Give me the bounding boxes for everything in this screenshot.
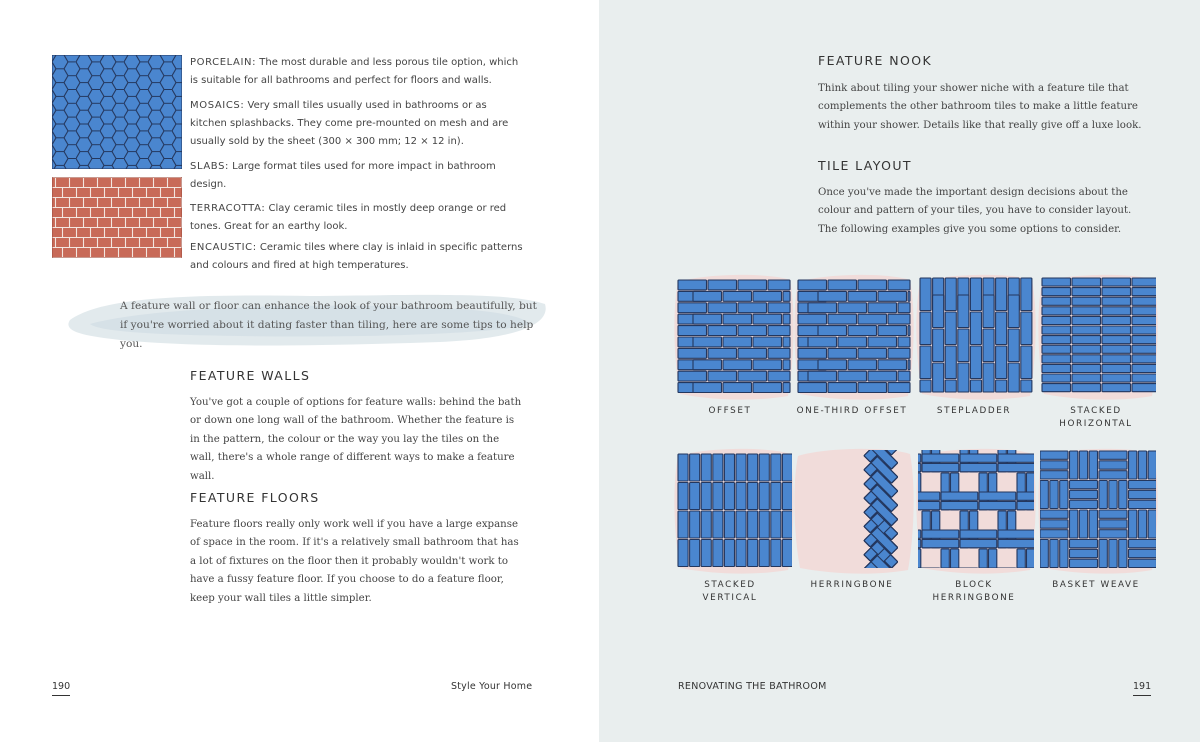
tile-type-list	[190, 54, 525, 282]
tile-type-term: PORCELAIN:	[190, 57, 257, 68]
layout-stepladder-illustration	[914, 272, 1038, 402]
layout-label-block-herringbone: BLOCK HERRINGBONE	[932, 580, 1016, 603]
tile-type-term: SLABS:	[190, 161, 229, 172]
running-head-right: RENOVATING THE BATHROOM	[678, 681, 827, 692]
tile-layout-body: Once you've made the important design decisions about the colour and pattern of your tiles, you have to consider layout. The following examples give you some options to consider.	[818, 187, 1132, 235]
herringbone-pattern	[792, 446, 916, 576]
feature-walls-body: You've got a couple of options for feature walls: behind the bath or down one long wall of the bathroom. Whether the feature is in the pattern, the colour or the way you lay the tiles on the wall, there's a whole range of different ways to make a feature wall.	[190, 397, 522, 482]
feature-floors-body: Feature floors really only work well if you have a large expanse of space in the room. If it's a relatively small bathroom that has a lot of fixtures on the floor then it probably wouldn't work to have a fussy feature floor. If you choose to do a feature floor, keep your wall tiles a little simpler.	[190, 519, 519, 604]
tile-type-slabs	[190, 158, 525, 194]
layout-basket-weave-illustration	[1036, 446, 1160, 576]
tile-type-text: Clay ceramic tiles in mostly deep orange or red tones. Great for an earthy look.	[190, 203, 507, 232]
offset-pattern	[672, 272, 796, 402]
feature-walls-heading: FEATURE WALLS	[190, 368, 311, 383]
layout-label-offset: OFFSET	[708, 406, 752, 416]
feature-quote: A feature wall or floor can enhance the look of your bathroom beautifully, but if you're worried about it dating faster than tiling, here are some tips to help you.	[120, 300, 537, 350]
basket-weave-pattern	[1036, 446, 1160, 576]
layout-label-herringbone: HERRINGBONE	[810, 580, 894, 590]
feature-floors-heading: FEATURE FLOORS	[190, 490, 320, 505]
layout-label-one-third-offset: ONE-THIRD OFFSET	[796, 406, 908, 416]
tile-type-term: ENCAUSTIC:	[190, 242, 257, 253]
block-herringbone-pattern	[914, 446, 1038, 576]
tile-type-text: The most durable and less porous tile option, which is suitable for all bathrooms and perfect for floors and walls.	[190, 57, 519, 86]
layout-block-herringbone-illustration	[914, 446, 1038, 576]
porcelain-hexagon-swatch	[52, 55, 182, 169]
running-head-left: Style Your Home	[451, 681, 533, 692]
page-number-right: 191	[1133, 681, 1151, 696]
tile-type-term: MOSAICS:	[190, 100, 245, 111]
tile-layout-heading: TILE LAYOUT	[818, 158, 912, 173]
layout-label-stepladder: STEPLADDER	[936, 406, 1012, 416]
layout-one-third-offset-illustration	[792, 272, 916, 402]
feature-nook-heading: FEATURE NOOK	[818, 53, 933, 68]
page-number-left: 190	[52, 681, 70, 696]
tile-type-terracotta	[190, 200, 525, 236]
layout-stacked-vertical-illustration	[672, 446, 796, 576]
stepladder-pattern	[914, 272, 1038, 402]
feature-nook-body: Think about tiling your shower niche with a feature tile that complements the other bathroom tiles to make a little feature within your shower. Details like that really give off a luxe look.	[818, 83, 1142, 131]
layout-label-stacked-vertical: STACKED VERTICAL	[702, 580, 758, 603]
layout-herringbone-illustration	[792, 446, 916, 576]
tile-type-mosaics	[190, 97, 525, 151]
tile-type-porcelain	[190, 54, 525, 90]
layout-label-stacked-horizontal: STACKED HORIZONTAL	[1059, 406, 1133, 429]
layout-stacked-horizontal-illustration	[1036, 272, 1160, 402]
tile-type-term: TERRACOTTA:	[190, 203, 266, 214]
layout-offset-illustration	[672, 272, 796, 402]
tile-type-text: Large format tiles used for more impact in bathroom design.	[190, 161, 496, 190]
layout-label-basket-weave: BASKET WEAVE	[1052, 580, 1140, 590]
tile-type-encaustic	[190, 239, 525, 275]
tile-type-text: Very small tiles usually used in bathrooms or as kitchen splashbacks. They come pre-mounted on mesh and are usually sold by the sheet (300 × 300 mm; 12 × 12 in).	[190, 100, 509, 147]
tile-type-text: Ceramic tiles where clay is inlaid in specific patterns and colours and fired at high temperatures.	[190, 242, 523, 271]
terracotta-tile-swatch	[52, 177, 182, 258]
stacked-horizontal-pattern	[1036, 272, 1160, 402]
stacked-vertical-pattern	[672, 446, 796, 576]
one-third-offset-pattern	[792, 272, 916, 402]
